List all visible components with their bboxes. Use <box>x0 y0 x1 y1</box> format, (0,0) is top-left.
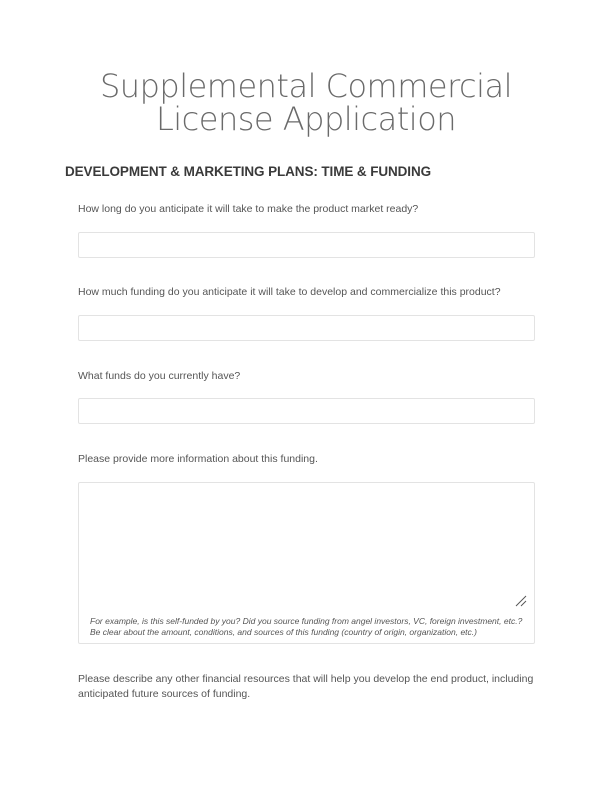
question-label-current-funds: What funds do you currently have? <box>78 370 241 382</box>
current-funds-input[interactable] <box>78 398 535 424</box>
question-label-funding-needed: How much funding do you anticipate it will take to develop and commercialize this product? <box>78 286 501 298</box>
question-label-time-to-market: How long do you anticipate it will take to make the product market ready? <box>78 203 419 215</box>
funding-info-hint: For example, is this self-funded by you? Did you source funding from angel investors, VC, foreign investment, etc.? Be clear about the amount, conditions, and sources of this funding (country of origin, organization, etc.) <box>90 616 523 637</box>
page-title: Supplemental Commercial License Application <box>99 67 513 138</box>
question-label-other-resources: Please describe any other financial resources that will help you develop the end product, including anticipated future sources of funding. <box>78 673 534 700</box>
question-label-funding-info: Please provide more information about this funding. <box>78 453 318 465</box>
section-heading: DEVELOPMENT & MARKETING PLANS: TIME & FUNDING <box>65 164 431 179</box>
funding-needed-input[interactable] <box>78 315 535 341</box>
funding-info-textarea[interactable] <box>79 483 534 611</box>
funding-info-field <box>78 482 535 644</box>
resize-handle-icon[interactable] <box>515 595 527 607</box>
time-to-market-input[interactable] <box>78 232 535 258</box>
